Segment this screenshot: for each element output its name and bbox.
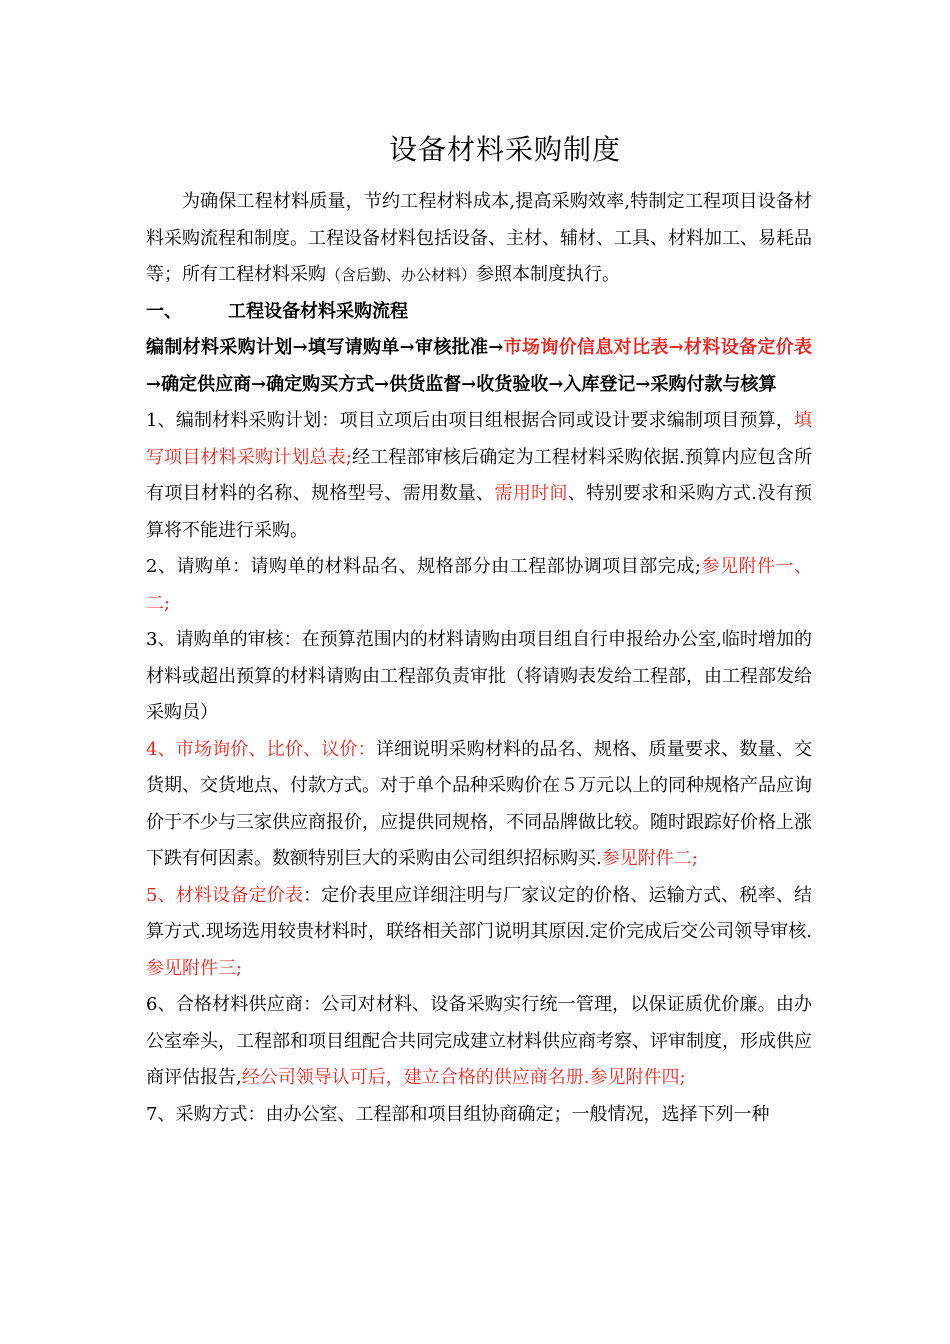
item-4-text: 详细说明采购材料的品名、规格、质量要求、数量、交货期、交货地点、付款方式。对于单个品种采购价在５万元以上的同种规格产品应询价于不少与三家供应商报价，应提供同规格，不同品牌做比较。随时跟踪好价格上涨下跌有何因素。数额特别巨大的采购由公司组织招标购买. bbox=[146, 738, 813, 869]
intro-text: 为确保工程材料质量，节约工程材料成本,提高采购效率,特制定工程项目设备材料采购流程和制度。工程设备材料包括设备、主材、辅材、工具、材料加工、易耗品等；所有工程材料采购 bbox=[146, 191, 812, 285]
item-2-paragraph bbox=[146, 549, 812, 622]
item-1-paragraph bbox=[146, 403, 812, 549]
item-4-reference: 参见附件二; bbox=[601, 848, 698, 869]
item-5-reference: 参见附件三; bbox=[146, 957, 243, 979]
section-number: 一、 bbox=[146, 300, 182, 322]
item-7-text: 7、采购方式：由办公室、工程部和项目组协商确定；一般情况，选择下列一种 bbox=[146, 1103, 770, 1125]
item-1-highlight-2: 需用时间 bbox=[494, 483, 568, 504]
item-1-highlight: 填写项目材料采购计划总表; bbox=[146, 410, 812, 468]
item-4-heading: 4、市场询价、比价、议价： bbox=[146, 738, 376, 760]
intro-paragraph bbox=[146, 184, 812, 294]
item-5-paragraph bbox=[146, 878, 812, 988]
intro-text-end: 参照本制度执行。 bbox=[476, 264, 621, 285]
item-3-paragraph bbox=[146, 622, 812, 732]
flow-part-2: 市场询价信息对比表→材料设备定价表 bbox=[503, 337, 812, 358]
flow-part-3: →确定供应商→确定购买方式→供货监督→收货验收→入库登记→采购付款与核算 bbox=[146, 373, 777, 395]
item-6-reference: 经公司领导认可后，建立合格的供应商名册.参见附件四; bbox=[241, 1067, 686, 1088]
item-1-text-3: 、特别要求和采购方式.没有预算将不能进行采购。 bbox=[146, 483, 813, 541]
item-5-text: ：定价表里应详细注明与厂家议定的价格、运输方式、税率、结算方式.现场选用较贵材料时，联络相关部门说明其原因.定价完成后交公司领导审核. bbox=[146, 884, 813, 942]
section-title: 工程设备材料采购流程 bbox=[228, 300, 408, 322]
item-2-text: 2、请购单：请购单的材料品名、规格部分由工程部协调项目部完成; bbox=[146, 556, 701, 577]
document-body bbox=[146, 184, 812, 1133]
section-heading bbox=[146, 294, 812, 331]
item-5-heading: 5、材料设备定价表 bbox=[146, 884, 304, 906]
flow-part-1: 编制材料采购计划→填写请购单→审核批准→ bbox=[146, 337, 504, 358]
page-title: 设备材料采购制度 bbox=[388, 133, 621, 166]
item-1-text-2: 经工程部审核后确定为工程材料采购依据.预算内应包含所有项目材料的名称、规格型号、需用数量、 bbox=[146, 446, 812, 504]
item-3-text: 3、请购单的审核：在预算范围内的材料请购由项目组自行申报给办公室,临时增加的材料或超出预算的材料请购由工程部负责审批（将请购表发给工程部，由工程部发给采购员） bbox=[146, 629, 812, 723]
item-7-paragraph bbox=[146, 1097, 812, 1134]
item-4-paragraph bbox=[146, 732, 812, 878]
intro-note: （含后勤、办公材料） bbox=[326, 266, 477, 284]
process-flow bbox=[146, 330, 812, 403]
item-6-text: 6、合格材料供应商：公司对材料、设备采购实行统一管理，以保证质优价廉。由办公室牵头，工程部和项目组配合共同完成建立材料供应商考察、评审制度，形成供应商评估报告, bbox=[146, 994, 812, 1088]
item-2-reference: 参见附件一、二; bbox=[146, 556, 813, 614]
item-6-paragraph bbox=[146, 987, 812, 1097]
item-1-text: 1、编制材料采购计划：项目立项后由项目组根据合同或设计要求编制项目预算， bbox=[146, 410, 794, 431]
